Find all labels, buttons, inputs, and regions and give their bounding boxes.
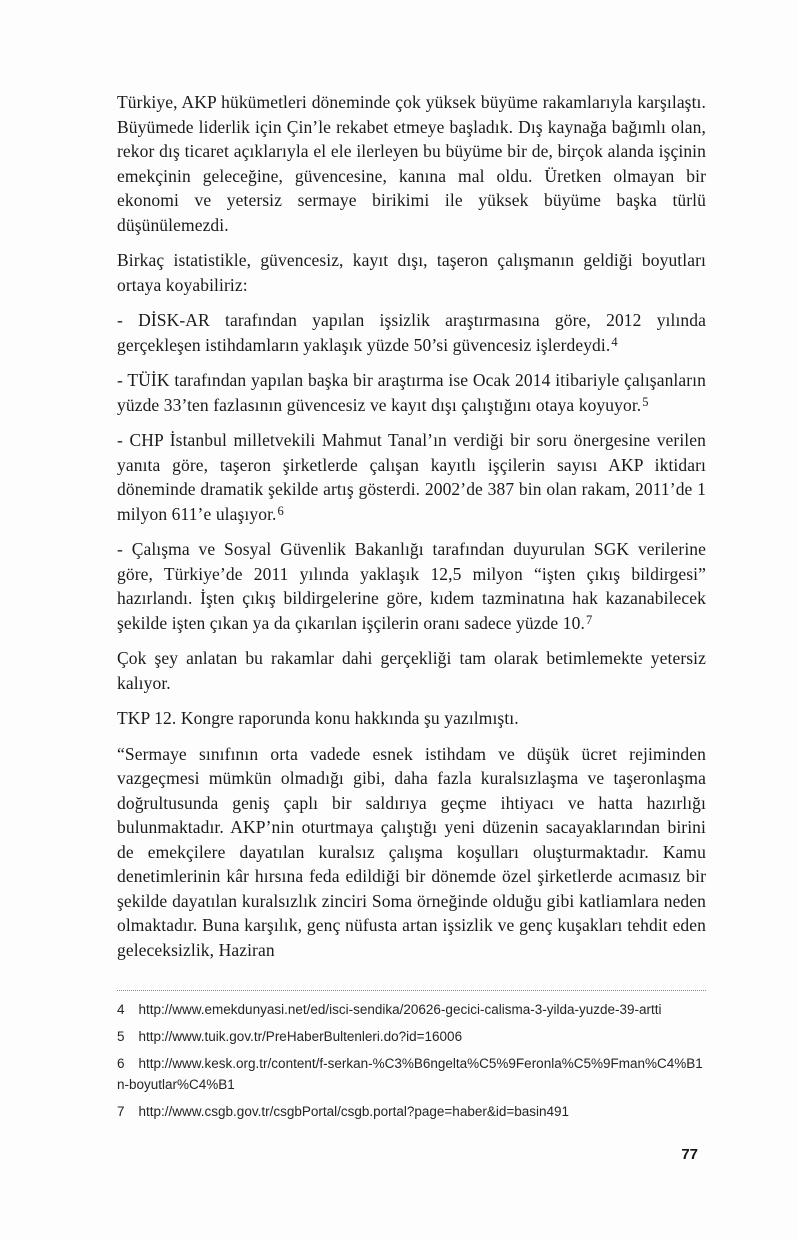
footnote-ref-6: 6 [277,503,284,518]
footnote-ref-5: 5 [642,394,649,409]
body-paragraph-7: Çok şey anlatan bu rakamlar dahi gerçekliği tam olarak betimlemekte yetersiz kalıyor. [117,648,706,693]
body-paragraph-3 [117,308,706,357]
footnote-4 [117,999,706,1020]
paragraph-text: - TÜİK tarafından yapılan başka bir araştırma ise Ocak 2014 itibariyle çalışanların yüzde 33’ten fazlasının güvencesiz ve kayıt dışı çalıştığını otaya koyuyor. [117,370,706,415]
footnote-7 [117,1101,706,1122]
body-paragraph-4 [117,368,706,417]
footnote-5 [117,1026,706,1047]
body-text [117,90,706,973]
body-paragraph-2: Birkaç istatistikle, güvencesiz, kayıt dışı, taşeron çalışmanın geldiği boyutları ortaya koyabiliriz: [117,250,706,295]
footnote-ref-4: 4 [611,334,618,349]
footnote-url: http://www.tuik.gov.tr/PreHaberBultenleri.do?id=16006 [138,1029,463,1044]
footnote-number: 7 [117,1104,125,1119]
footnote-number: 4 [117,1002,125,1017]
footnote-url: http://www.kesk.org.tr/content/f-serkan-%C3%B6ngelta%C5%9Feronla%C5%9Fman%C4%B1n-boyutlar%C4%B1 [117,1056,703,1092]
paragraph-text: - Çalışma ve Sosyal Güvenlik Bakanlığı tarafından duyurulan SGK verilerine göre, Türkiye’de 2011 yılında yaklaşık 12,5 milyon “işten çıkış bildirgesi” hazırlandı. İşten çıkış bildirgelerine göre, kıdem tazminatına hak kazanabilecek şekilde işten çıkan ya da çıkarılan işçilerin oranı sadece yüzde 10. [117,539,706,633]
footnote-number: 5 [117,1029,125,1044]
paragraph-text: - DİSK-AR tarafından yapılan işsizlik araştırmasına göre, 2012 yılında gerçekleşen istihdamların yaklaşık yüzde 50’si güvencesiz işlerdeydi. [117,310,706,355]
body-paragraph-9: “Sermaye sınıfının orta vadede esnek istihdam ve düşük ücret rejiminden vazgeçmesi mümkün olmadığı gibi, daha fazla kuralsızlaşma ve taşeronlaşma doğrultusunda geniş çaplı bir saldırıya geçme ihtiyacı ve hatta hazırlığı bulunmaktadır. AKP’nin oturtmaya çalıştığı yeni düzenin sacayaklarından birini de emekçilere dayatılan kuralsız çalışma koşulları oluşturmaktadır. Kamu denetimlerinin kâr hırsına feda edildiği bir dönemde özel şirketlerde acımasız bir şekilde dayatılan kuralsızlık zinciri Soma örneğinde olduğu gibi katliamlara neden olmaktadır. Buna karşılık, genç nüfusta artan işsizlik ve genç kuşakları tehdit eden geleceksizlik, Haziran [117,743,706,960]
footnotes-section [117,990,706,1128]
footnote-url: http://www.emekdunyasi.net/ed/isci-sendika/20626-gecici-calisma-3-yilda-yuzde-39-artti [138,1002,662,1017]
paragraph-text: - CHP İstanbul milletvekili Mahmut Tanal’ın verdiği bir soru önergesine verilen yanıta göre, taşeron şirketlerde çalışan kayıtlı işçilerin sayısı AKP iktidarı döneminde dramatik şekilde artış gösterdi. 2002’de 387 bin olan rakam, 2011’de 1 milyon 611’e ulaşıyor. [117,430,706,524]
footnote-separator [117,990,706,991]
body-paragraph-1: Türkiye, AKP hükümetleri döneminde çok yüksek büyüme rakamlarıyla karşılaştı. Büyümede liderlik için Çin’le rekabet etmeye başladık. Dış kaynağa bağımlı olan, rekor dış ticaret açıklarıyla el ele ilerleyen bu büyüme bir de, birçok alanda işçinin emekçinin geleceğine, güvencesine, kanına mal oldu. Üretken olmayan bir ekonomi ve yetersiz sermaye birikimi ile yüksek büyüme başka türlü düşünülemezdi. [117,92,706,235]
footnote-url: http://www.csgb.gov.tr/csgbPortal/csgb.portal?page=haber&id=basin491 [138,1104,570,1119]
body-paragraph-6 [117,537,706,635]
page-number: 77 [681,1146,698,1163]
footnote-ref-7: 7 [585,612,593,627]
footnote-6 [117,1053,706,1095]
body-paragraph-8: TKP 12. Kongre raporunda konu hakkında şu yazılmıştı. [117,708,519,728]
footnote-number: 6 [117,1056,125,1071]
body-paragraph-5 [117,428,706,526]
